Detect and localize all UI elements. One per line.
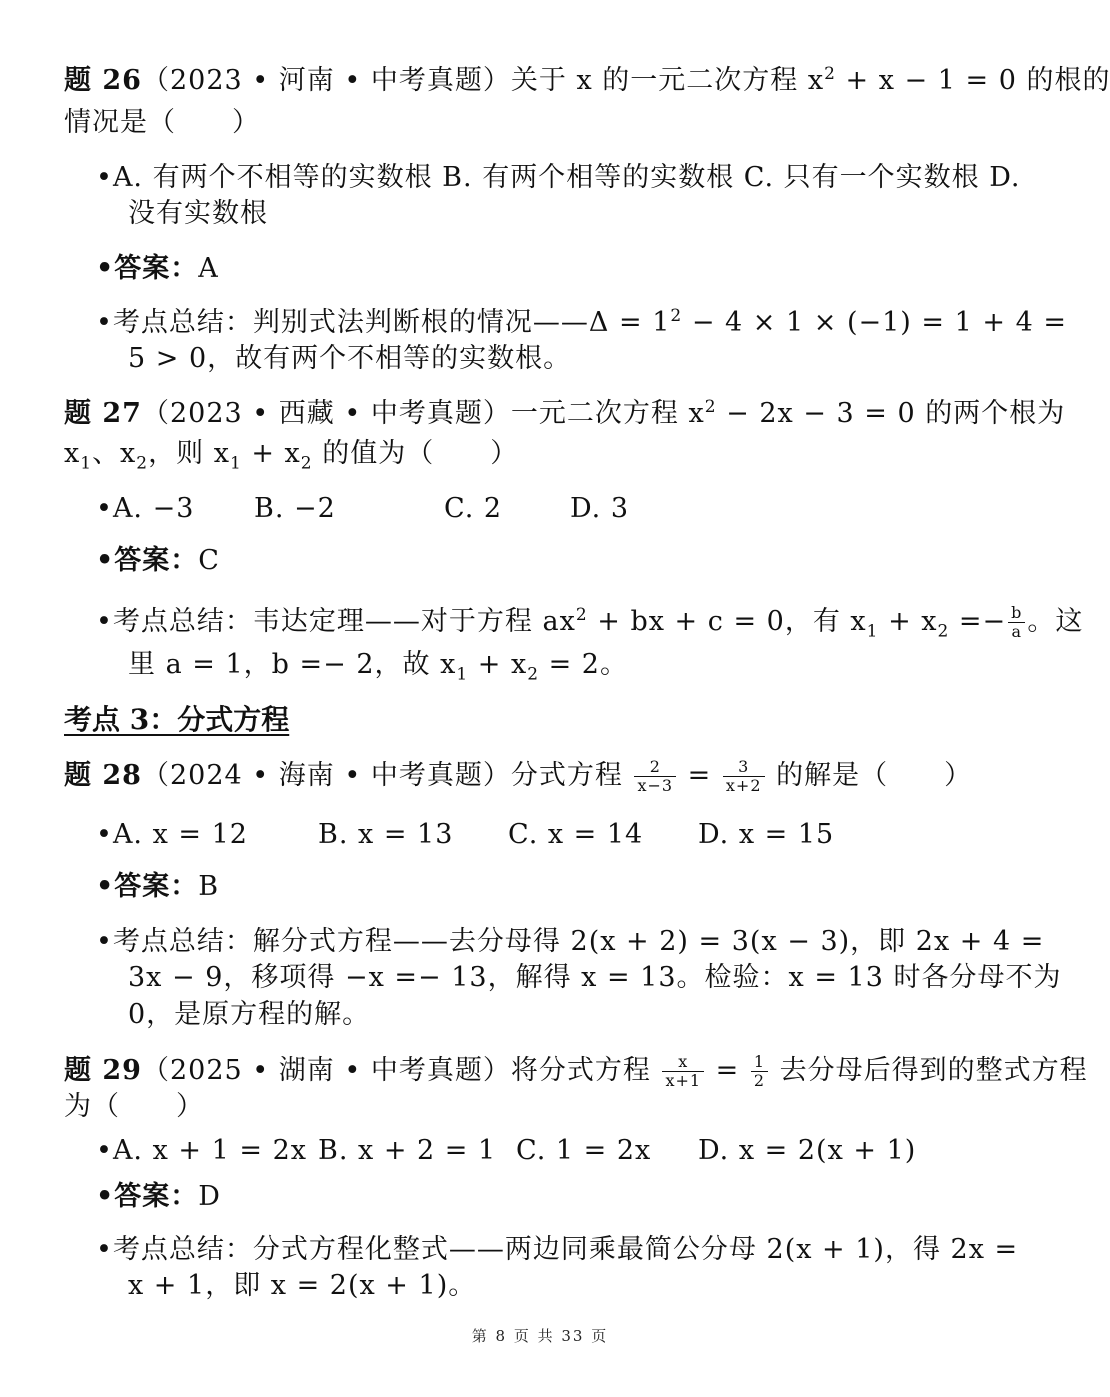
q27-summary-sub: 1 [456, 664, 469, 685]
q27-sub: 2 [136, 453, 149, 474]
q28-answer-value: B [198, 871, 220, 902]
q26-stem-sup: 2 [824, 64, 836, 84]
fraction-numerator: 2 [634, 758, 676, 777]
q26-stem [64, 64, 1110, 98]
fraction-denominator: 2 [753, 1071, 766, 1090]
q29-options: •A. x + 1 = 2x B. x + 2 = 1 C. 1 = 2x D. x = 2(x + 1) [96, 1135, 917, 1166]
q29-option-a: A. x + 1 = 2x [112, 1135, 307, 1166]
q27-sub: 1 [80, 453, 93, 474]
q26-answer: •答案：A [96, 253, 219, 284]
q29-option-d: D. x = 2(x + 1) [698, 1135, 917, 1166]
q28-answer: •答案：B [96, 871, 220, 902]
q27-summary-line2 [128, 648, 628, 685]
fraction-numerator: b [1008, 604, 1025, 623]
q28-stem-text-post: 的解是（ ） [766, 760, 973, 791]
q27-summary-text: + x [878, 606, 938, 637]
q29-fraction-left [662, 1053, 704, 1090]
q27-text: 的值为（ ） [312, 438, 519, 469]
fraction-numerator: 3 [723, 758, 765, 777]
equals-sign: = [678, 760, 721, 791]
q27-summary-sup: 2 [575, 605, 588, 625]
q28-options: •A. x = 12 B. x = 13 C. x = 14 D. x = 15 [96, 819, 835, 850]
fraction-numerator: 1 [751, 1053, 768, 1072]
q27-answer: •答案：C [96, 545, 220, 576]
q28-option-b: B. x = 13 [318, 819, 454, 850]
q27-stem [64, 397, 1065, 431]
q27-summary-fraction [1008, 604, 1025, 641]
q27-text: ，则 x [148, 438, 230, 469]
q27-summary-text: 考点总结：韦达定理——对于方程 ax [112, 606, 576, 637]
q27-text: + x [241, 438, 301, 469]
q27-option-b: B. −2 [254, 493, 336, 524]
answer-label: 答案： [114, 545, 199, 576]
q29-stem [64, 1053, 1088, 1090]
q27-sub: 1 [229, 453, 242, 474]
q27-source: （2023 • 西藏 • 中考真题） [141, 398, 511, 429]
q29-source: （2025 • 湖南 • 中考真题） [141, 1055, 511, 1086]
q28-fraction-left [634, 758, 676, 795]
page-footer: 第 8 页 共 33 页 [471, 1327, 609, 1345]
q29-option-c: C. 1 = 2x [516, 1135, 652, 1166]
q26-summary-text: 考点总结：判别式法判断根的情况——Δ = 1 [112, 307, 671, 338]
q27-option-c: C. 2 [444, 493, 503, 524]
fraction-numerator: x [662, 1053, 704, 1072]
q27-var: x [64, 438, 81, 469]
q27-summary-text: =− [949, 606, 1007, 637]
q29-summary-line2: x + 1，即 x = 2(x + 1)。 [128, 1270, 477, 1301]
q26-summary-sup: 2 [670, 306, 683, 326]
answer-label: 答案： [114, 871, 199, 902]
q26-summary-line2: 5 > 0，故有两个不相等的实数根。 [128, 343, 572, 374]
q29-summary-line1: •考点总结：分式方程化整式——两边同乘最简公分母 2(x + 1)，得 2x = [96, 1234, 1019, 1265]
q27-summary-text: = 2。 [539, 649, 628, 680]
q27-label: 题 27 [64, 398, 142, 429]
q26-label: 题 26 [64, 65, 142, 96]
fraction-denominator: x+1 [665, 1071, 702, 1090]
q27-option-d: D. 3 [570, 493, 630, 524]
q26-options-text: A. 有两个不相等的实数根 B. 有两个相等的实数根 C. 只有一个实数根 D. [112, 162, 1021, 193]
q26-stem-line2: 情况是（ ） [64, 107, 260, 138]
fraction-denominator: a [1011, 622, 1023, 641]
q28-summary-line3: 0，是原方程的解。 [128, 999, 371, 1030]
q26-summary-line1: •考点总结：判别式法判断根的情况——Δ = $1^2 - 4 \times 1 \times (-1) = 1 + 4$ = [96, 306, 1067, 338]
q27-summary-sub: 2 [527, 664, 540, 685]
q27-option-a: A. −3 [112, 493, 195, 524]
q27-stem-text: 一元二次方程 x [510, 398, 705, 429]
q26-summary-text-post: − 4 × 1 × (−1) = 1 + 4 = [682, 307, 1067, 338]
q28-stem [64, 758, 972, 795]
q27-summary-text: + x [468, 649, 528, 680]
q26-stem-text: 关于 x 的一元二次方程 x [510, 65, 825, 96]
q26-options-line1: •A. 有两个不相等的实数根 B. 有两个相等的实数根 C. 只有一个实数根 D. [96, 162, 1021, 193]
q28-stem-text: 分式方程 [510, 760, 633, 791]
fraction-denominator: x+2 [725, 776, 762, 795]
q28-option-d: D. x = 15 [698, 819, 835, 850]
q27-summary-sub: 2 [937, 621, 950, 642]
q26-source: （2023 • 河南 • 中考真题） [141, 65, 511, 96]
q27-stem-text-post: − 2x − 3 = 0 的两个根为 [716, 398, 1066, 429]
q27-summary-sub: 1 [866, 621, 879, 642]
q26-options-line2: 没有实数根 [128, 198, 268, 229]
q27-stem-line2 [64, 437, 519, 474]
q29-stem-line2: 为（ ） [64, 1091, 204, 1122]
fraction-denominator: x−3 [637, 776, 674, 795]
q29-answer: •答案：D [96, 1181, 221, 1212]
q27-sub: 2 [300, 453, 313, 474]
q29-summary-text: 考点总结：分式方程化整式——两边同乘最简公分母 2(x + 1)，得 2x = [112, 1234, 1019, 1265]
q28-summary-text: 考点总结：解分式方程——去分母得 2(x + 2) = 3(x − 3)，即 2x + 4 = [112, 926, 1045, 957]
q28-summary-line1: •考点总结：解分式方程——去分母得 2(x + 2) = 3(x − 3)，即 2x + 4 = [96, 926, 1045, 957]
q27-summary-text: 里 a = 1，b =− 2，故 x [128, 649, 457, 680]
q27-stem-sup: 2 [704, 397, 717, 417]
equals-sign: = [706, 1055, 749, 1086]
section-title: 考点 3：分式方程 [64, 703, 290, 736]
q27-summary-text: 。这 [1027, 606, 1084, 637]
q28-source: （2024 • 海南 • 中考真题） [141, 760, 511, 791]
q29-stem-text: 将分式方程 [510, 1055, 661, 1086]
q29-fraction-right [751, 1053, 768, 1090]
q26-answer-value: A [198, 253, 219, 284]
q28-option-a: A. x = 12 [112, 819, 248, 850]
answer-label: 答案： [114, 1181, 199, 1212]
q28-fraction-right [723, 758, 765, 795]
q27-summary-text: + bx + c = 0，有 x [587, 606, 867, 637]
q29-answer-value: D [198, 1181, 221, 1212]
q29-stem-text-post: 去分母后得到的整式方程 [770, 1055, 1088, 1086]
q27-options: •A. −3 B. −2 C. 2 D. 3 [96, 493, 630, 524]
q29-option-b: B. x + 2 = 1 [318, 1135, 497, 1166]
q28-label: 题 28 [64, 760, 142, 791]
q27-var: 、x [92, 438, 137, 469]
q26-stem-text-post: + x − 1 = 0 的根的 [835, 65, 1110, 96]
q28-summary-line2: 3x − 9，移项得 −x =− 13，解得 x = 13。检验：x = 13 时各分母不为 [128, 962, 1062, 993]
answer-label: 答案： [114, 253, 199, 284]
q29-label: 题 29 [64, 1055, 142, 1086]
q27-answer-value: C [198, 545, 220, 576]
q28-option-c: C. x = 14 [508, 819, 644, 850]
q27-summary-line1: •考点总结：韦达定理——对于方程 $ax^2$ + bx + c = 0，有 $x_1 + x_2$ =− $\frac{b}{a}$ 。这 [96, 603, 1084, 642]
